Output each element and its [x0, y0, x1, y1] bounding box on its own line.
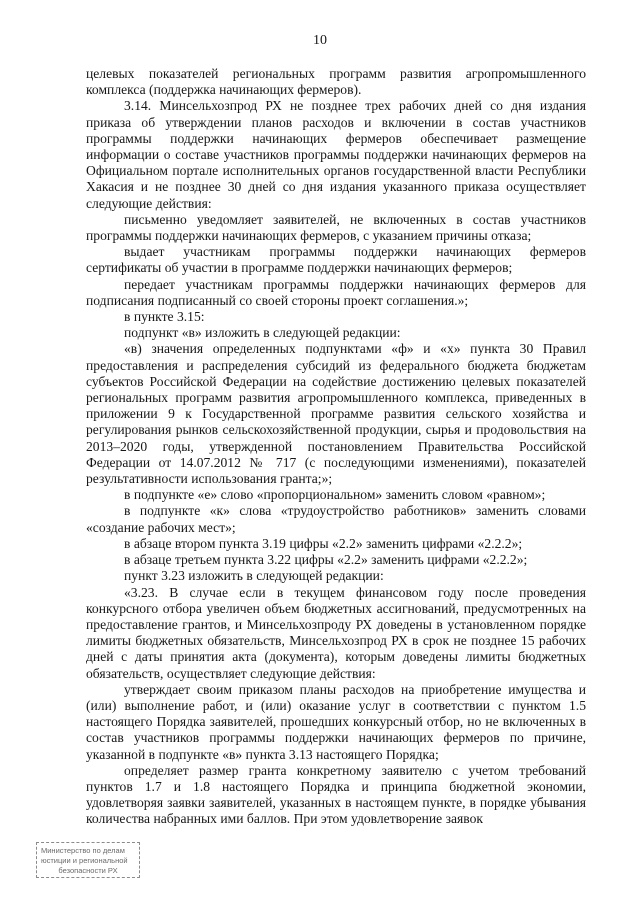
paragraph: в подпункте «е» слово «пропорциональном» заменить словом «равном»; [124, 487, 546, 503]
document-body [86, 66, 586, 828]
paragraph: письменно уведомляет заявителей, не включенных в состав участников программы поддержки начинающих фермеров, с указанием причины отказа; [86, 211, 586, 244]
registration-stamp [36, 842, 140, 878]
stamp-line: безопасности РХ [58, 866, 118, 875]
paragraph: в пункте 3.15: [124, 309, 205, 325]
paragraph: подпункт «в» изложить в следующей редакции: [124, 325, 401, 341]
paragraph: пункт 3.23 изложить в следующей редакции: [124, 568, 384, 584]
paragraph: в подпункте «к» слова «трудоустройство работников» заменить словами «создание рабочих мест»; [86, 503, 586, 535]
page-number: 10 [313, 33, 327, 48]
paragraph: определяет размер гранта конкретному заявителю с учетом требований пунктов 1.7 и 1.8 настоящего Порядка и принципа бюджетной экономии, удовлетворяя заявки заявителей, указанных в настоящем пункте, в порядке убывания количества набранных ими баллов. При этом удовлетворение заявок [86, 762, 586, 827]
paragraph: утверждает своим приказом планы расходов на приобретение имущества и (или) выполнение работ, и (или) оказание услуг в соответствии с пунктом 1.5 настоящего Порядка заявителей, прошедших конкурсный отбор, но не включенных в состав участников программы поддержки начинающих фермеров по причине, указанной в подпункте «в» пункта 3.13 настоящего Порядка; [86, 681, 586, 762]
paragraph: 3.14. Минсельхозпрод РХ не позднее трех рабочих дней со дня издания приказа об утверждении планов расходов и включении в состав участников программы поддержки начинающих фермеров обеспечивает размещение информации о составе участников программы поддержки начинающих фермеров на Официальном портале исполнительных органов государственной власти Республики Хакасия и не позднее 30 дней со дня издания указанного приказа осуществляет следующие действия: [86, 98, 586, 211]
paragraph: в абзаце втором пункта 3.19 цифры «2.2» заменить цифрами «2.2.2»; [124, 535, 523, 551]
stamp-line: Министерство по делам [41, 846, 125, 855]
paragraph: в абзаце третьем пункта 3.22 цифры «2.2» заменить цифрами «2.2.2»; [124, 552, 528, 568]
paragraph: «в) значения определенных подпунктами «ф» и «х» пункта 30 Правил предоставления и распределения субсидий из федерального бюджета бюджетам субъектов Российской Федерации на содействие достижению целевых показателей региональных программ развития агропромышленного комплекса, приведенных в приложении 9 к Государственной программе развития сельского хозяйства и регулирования рынков сельскохозяйственной продукции, сырья и продовольствия на 2013–2020 годы, утвержденной постановлением Правительства Российской Федерации от 14.07.2012 № 717 (с последующими изменениями), показателей результативности использования гранта;»; [86, 341, 586, 487]
paragraph: целевых показателей региональных программ развития агропромышленного комплекса (поддержка начинающих фермеров). [86, 66, 586, 98]
paragraph: передает участникам программы поддержки начинающих фермеров для подписания подписанный со своей стороны проект соглашения.»; [86, 276, 586, 308]
paragraph: выдает участникам программы поддержки начинающих фермеров сертификаты об участии в программе поддержки начинающих фермеров; [86, 244, 586, 276]
paragraph: «3.23. В случае если в текущем финансовом году после проведения конкурсного отбора увеличен объем бюджетных ассигнований, предусмотренных на предоставление грантов, и Минсельхозпроду РХ доведены в установленном порядке лимиты бюджетных обязательств, Минсельхозпрод РХ в срок не позднее 15 рабочих дней с даты принятия акта (документа), которым доведены лимиты бюджетных обязательств, осуществляет следующие действия: [86, 584, 586, 681]
stamp-line: юстиции и региональной [41, 856, 128, 865]
